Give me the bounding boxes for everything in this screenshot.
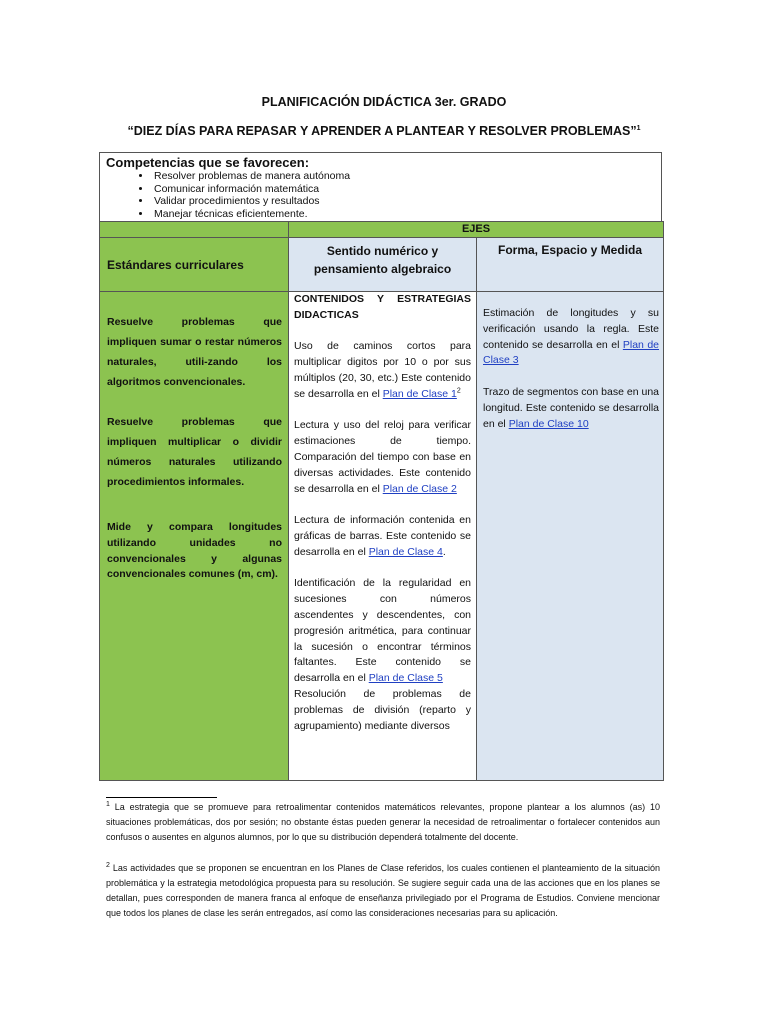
- footnote-separator: [106, 797, 217, 798]
- contenido-2: [294, 418, 471, 497]
- contenidos-cell: [289, 292, 477, 781]
- contenido-text: Identificación de la regularidad en sucesiones con números ascendentes y descendentes, con progresión aritmética, para continuar la sucesión o encontrar términos faltantes. Este contenido se desarrolla en el: [294, 577, 471, 685]
- plan-clase-3-link[interactable]: Plan de Clase 3: [483, 338, 660, 367]
- contenido-5: Resolución de problemas de problemas de división (reparto y agrupamiento) mediante diversos: [294, 687, 471, 732]
- footnote-num: 2: [106, 862, 110, 869]
- footnote-text: La estrategia que se promueve para retroalimentar contenidos matemáticos relevantes, propone plantear a los alumnos (as) 10 situaciones problemáticas, dos por sesión; no obstante éstas pueden generar la necesidad de retroalimentar o fortalecer contenidos aun confusos o ausentes en algunos alumnos, por lo que su distribución dependerá totalmente del docente.: [106, 802, 660, 842]
- sentido-line-1: Sentido numérico y: [326, 244, 439, 258]
- contenido-1: [294, 339, 471, 402]
- estandar-1: Resuelve problemas que impliquen sumar o restar números naturales, utili-zando los algoritmos convencionales.: [107, 316, 282, 388]
- competencias-list: [100, 170, 661, 220]
- competencias-heading: Competencias que se favorecen:: [106, 155, 310, 170]
- footnote-1: [106, 800, 660, 845]
- contenidos-heading: CONTENIDOS Y ESTRATEGIAS DIDACTICAS: [294, 293, 471, 321]
- planning-table: [99, 221, 664, 781]
- competencia-item: • Comunicar información matemática: [152, 183, 661, 196]
- competencia-item: • Resolver problemas de manera autónoma: [152, 170, 661, 183]
- plan-clase-2-link[interactable]: Plan de Clase 2: [382, 482, 457, 495]
- contenido-3: [294, 513, 471, 560]
- contenido-suffix: .: [442, 545, 446, 558]
- contenido-4: [294, 576, 471, 687]
- competencias-box: [99, 152, 662, 221]
- plan-clase-5-link[interactable]: Plan de Clase 5: [368, 672, 443, 685]
- contenido-text: Uso de caminos cortos para multiplicar digitos por 10 o por sus múltiplos (20, 30, etc.) Este contenido se desarrolla en el: [294, 340, 471, 400]
- forma-espacio-header: Forma, Espacio y Medida: [477, 238, 664, 292]
- contenido-text: Lectura y uso del reloj para verificar estimaciones de tiempo. Comparación del tiempo con base en diversas actividades. Este contenido se desarrolla en el: [294, 419, 471, 495]
- contenido-text: Lectura de información contenida en gráficas de barras. Este contenido se desarrolla en el: [294, 514, 471, 558]
- sentido-line-2: pensamiento algebraico: [313, 262, 452, 276]
- estandar-2: Resuelve problemas que impliquen multiplicar o dividir números naturales utilizando procedimientos informales.: [107, 416, 282, 488]
- forma-2: [483, 385, 659, 432]
- footnote-ref-2[interactable]: 2: [456, 387, 461, 395]
- competencia-item: • Manejar técnicas eficientemente.: [152, 208, 661, 221]
- ejes-header: EJES: [289, 222, 664, 238]
- footnote-ref-1[interactable]: 1: [636, 124, 641, 132]
- forma-espacio-cell: [477, 292, 664, 781]
- estandares-cell: [100, 292, 289, 781]
- estandares-header: Estándares curriculares: [100, 238, 289, 292]
- footnote-text: Las actividades que se proponen se encuentran en los Planes de Clase referidos, los cuales contienen el planteamiento de la situación problemática y la estrategia metodológica propuesta para su resolución. Se sugiere seguir cada una de las acciones que en los planes se detallan, pues corresponden de manera franca al enfoque de enseñanza privilegiado por el Programa de Estudios. Conviene mencionar que todos los planes de clase les serán entregados, así como las consideraciones necesarias para su aplicación.: [106, 863, 660, 918]
- header-empty-cell: [100, 222, 289, 238]
- footnote-2: [106, 861, 660, 921]
- estandar-3: Mide y compara longitudes utilizando unidades no convencionales y algunas convencionales comunes (m, cm).: [107, 521, 282, 581]
- page-subtitle: [0, 124, 768, 138]
- competencia-item: • Validar procedimientos y resultados: [152, 195, 661, 208]
- forma-text: Estimación de longitudes y su verificación usando la regla. Este contenido se desarrolla en el: [483, 307, 660, 351]
- sentido-numerico-header: [289, 238, 477, 292]
- plan-clase-10-link[interactable]: Plan de Clase 10: [508, 417, 589, 430]
- plan-clase-1-link[interactable]: Plan de Clase 1: [382, 387, 457, 400]
- forma-text: Trazo de segmentos con base en una longitud. Este contenido se desarrolla en el: [483, 385, 660, 430]
- forma-1: [483, 306, 659, 369]
- plan-clase-4-link[interactable]: Plan de Clase 4: [368, 545, 443, 558]
- page-title: PLANIFICACIÓN DIDÁCTICA 3er. GRADO: [261, 95, 507, 109]
- footnote-num: 1: [106, 801, 110, 808]
- subtitle-text: “DIEZ DÍAS PARA REPASAR Y APRENDER A PLANTEAR Y RESOLVER PROBLEMAS”: [127, 124, 637, 138]
